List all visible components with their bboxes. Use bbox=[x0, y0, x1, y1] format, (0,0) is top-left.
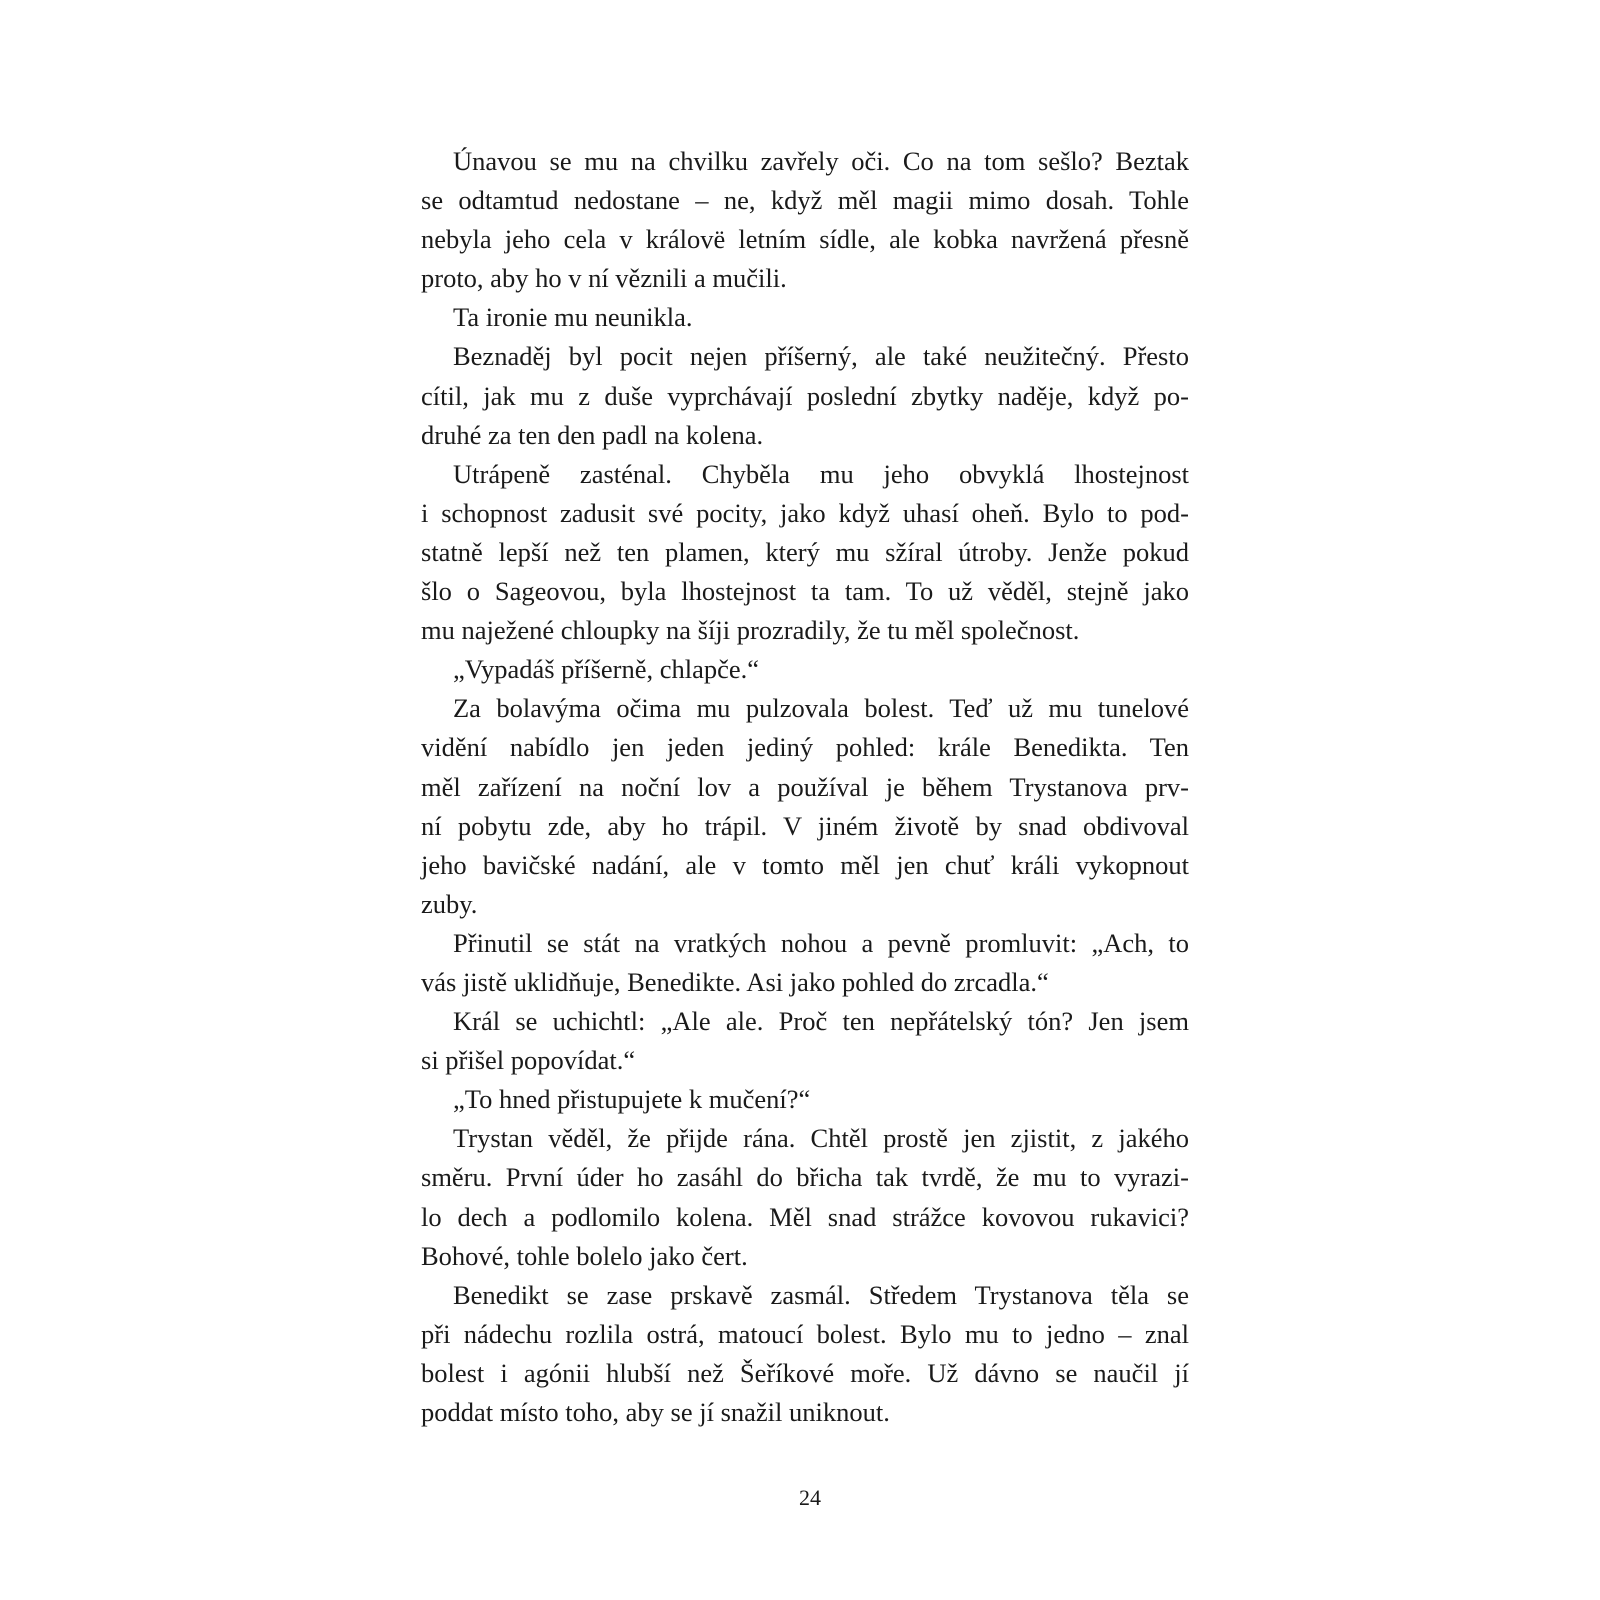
text-line: si přišel popovídat.“ bbox=[421, 1045, 636, 1076]
text-line: Utrápeně zasténal. Chyběla mu jeho obvyklá lhostejnost bbox=[453, 458, 1189, 489]
text-line: Bohové, tohle bolelo jako čert. bbox=[421, 1240, 748, 1271]
text-line: proto, aby ho v ní věznili a mučili. bbox=[421, 263, 787, 294]
text-line: cítil, jak mu z duše vyprchávají poslední zbytky naděje, když po- bbox=[421, 380, 1189, 411]
text-line: směru. První úder ho zasáhl do břicha tak tvrdě, že mu to vyrazi- bbox=[421, 1162, 1189, 1193]
text-line: Král se uchichtl: „Ale ale. Proč ten nepřátelský tón? Jen jsem bbox=[453, 1006, 1189, 1037]
text-line: Beznaděj byl pocit nejen příšerný, ale také neužitečný. Přesto bbox=[453, 341, 1189, 372]
text-line: ní pobytu zde, aby ho trápil. V jiném životě by snad obdivoval bbox=[421, 810, 1189, 841]
text-line: i schopnost zadusit své pocity, jako když uhasí oheň. Bylo to pod- bbox=[421, 497, 1189, 528]
text-line: zuby. bbox=[421, 888, 478, 919]
text-line: se odtamtud nedostane – ne, když měl magii mimo dosah. Tohle bbox=[421, 185, 1189, 216]
text-line: vás jistě uklidňuje, Benedikte. Asi jako pohled do zrcadla.“ bbox=[421, 966, 1049, 997]
text-line: Ta ironie mu neunikla. bbox=[453, 302, 693, 333]
text-line: „To hned přistupujete k mučení?“ bbox=[453, 1084, 811, 1115]
text-line: bolest i agónii hlubší než Šeříkové moře. Už dávno se naučil jí bbox=[421, 1357, 1189, 1388]
text-line: šlo o Sageovou, byla lhostejnost ta tam. To už věděl, stejně jako bbox=[421, 576, 1189, 607]
text-line: Trystan věděl, že přijde rána. Chtěl prostě jen zjistit, z jakého bbox=[453, 1123, 1189, 1154]
text-line: „Vypadáš příšerně, chlapče.“ bbox=[453, 654, 760, 685]
text-line: vidění nabídlo jen jeden jediný pohled: krále Benedikta. Ten bbox=[421, 732, 1189, 763]
text-line: mu naježené chloupky na šíji prozradily, že tu měl společnost. bbox=[421, 615, 1080, 646]
text-line: Benedikt se zase prskavě zasmál. Středem Trystanova těla se bbox=[453, 1279, 1189, 1310]
text-line: Únavou se mu na chvilku zavřely oči. Co na tom sešlo? Beztak bbox=[453, 146, 1189, 176]
body-text bbox=[421, 142, 1189, 1432]
text-line: statně lepší než ten plamen, který mu sžíral útroby. Jenže pokud bbox=[421, 536, 1189, 567]
text-line: lo dech a podlomilo kolena. Měl snad strážce kovovou rukavici? bbox=[421, 1201, 1189, 1232]
text-line: Za bolavýma očima mu pulzovala bolest. Teď už mu tunelové bbox=[453, 693, 1189, 724]
page-number: 24 bbox=[799, 1485, 821, 1510]
text-line: při nádechu rozlila ostrá, matoucí bolest. Bylo mu to jedno – znal bbox=[421, 1318, 1189, 1349]
text-line: poddat místo toho, aby se jí snažil uniknout. bbox=[421, 1397, 890, 1427]
text-line: druhé za ten den padl na kolena. bbox=[421, 419, 764, 450]
text-line: jeho bavičské nadání, ale v tomto měl jen chuť králi vykopnout bbox=[421, 849, 1189, 880]
text-line: Přinutil se stát na vratkých nohou a pevně promluvit: „Ach, to bbox=[453, 927, 1189, 958]
text-line: měl zařízení na noční lov a používal je během Trystanova prv- bbox=[421, 771, 1189, 802]
text-line: nebyla jeho cela v královë letním sídle, ale kobka navržená přesně bbox=[421, 224, 1189, 255]
